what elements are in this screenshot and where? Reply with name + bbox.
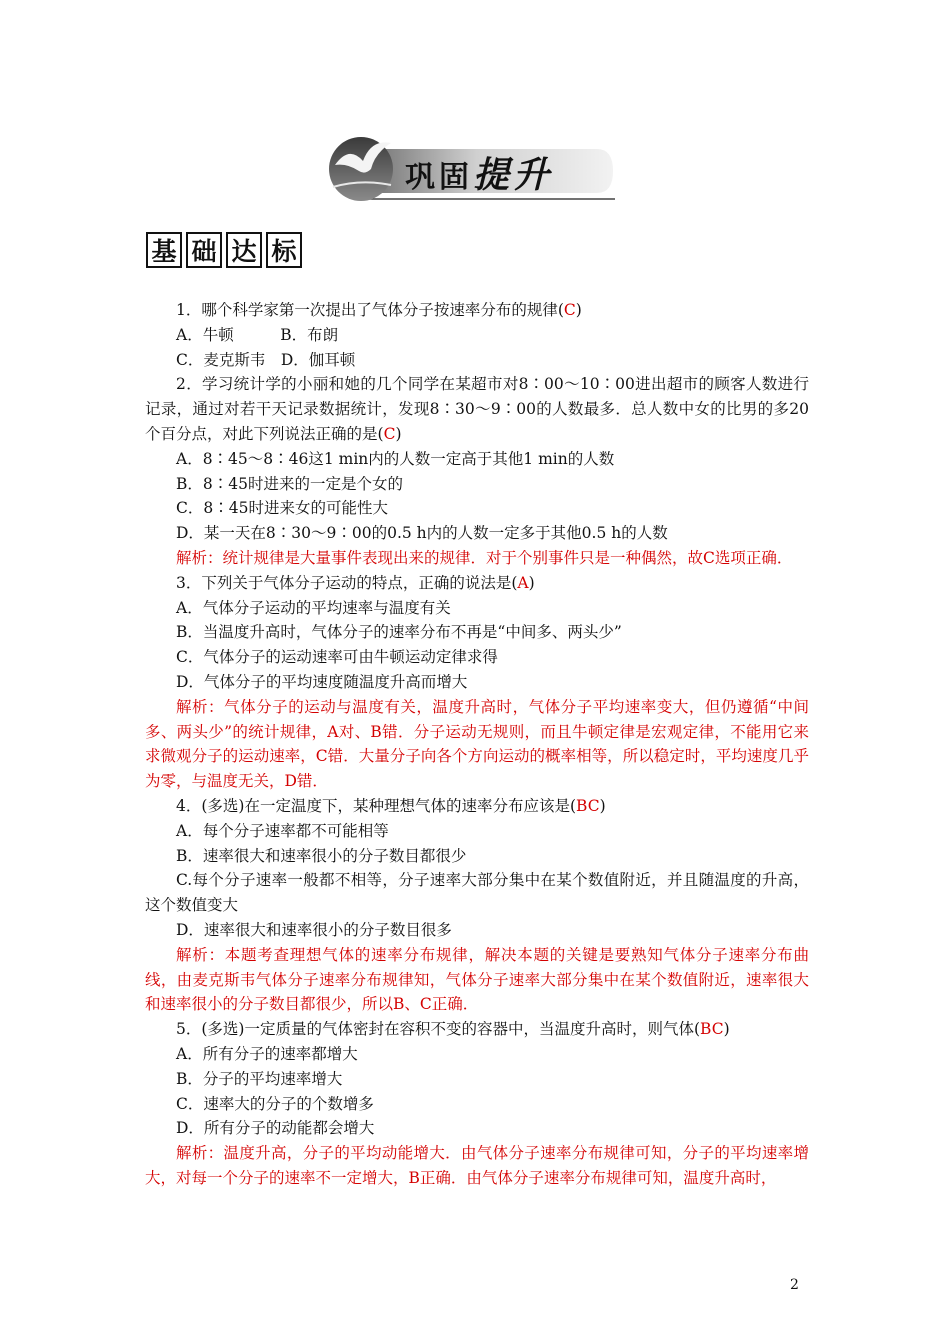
analysis: 解析：统计规律是大量事件表现出来的规律．对于个别事件只是一种偶然，故C选项正确．: [176, 548, 793, 567]
option-d: D．所有分子的动能都会增大: [176, 1119, 375, 1138]
option-d: D．速率很大和速率很小的分子数目很多: [176, 920, 452, 939]
option-b: B．速率很大和速率很小的分子数目都很少: [176, 846, 467, 865]
analysis: 解析：本题考查理想气体的速率分布规律，解决本题的关键是要熟知气体分子速率分布曲线，由麦克斯韦气体分子速率分布规律知，气体分子速率大部分集中在某个数值附近，速率很大和速率很小的分子数目都很少，所以B、C正确．: [145, 945, 809, 1014]
option-d: D．某一天在8∶30～9∶00的0.5 h内的人数一定多于其他0.5 h的人数: [176, 524, 668, 543]
banner-title: [405, 147, 553, 198]
section-banner: [325, 135, 615, 201]
option-b: B．当温度升高时，气体分子的速率分布不再是“中间多、两头少”: [176, 623, 622, 642]
answer: C: [563, 301, 576, 319]
option-c: C．气体分子的运动速率可由牛顿运动定律求得: [176, 648, 498, 667]
question-list: [145, 298, 809, 1191]
option-a: A．8∶45～8∶46这1 min内的人数一定高于其他1 min的人数: [176, 449, 615, 468]
option-a: A．所有分子的速率都增大: [176, 1044, 358, 1063]
question-1-stem: 1．哪个科学家第一次提出了气体分子按速率分布的规律(C): [176, 301, 582, 319]
section-title-char: 达: [226, 232, 262, 268]
section-title-char: 标: [266, 232, 302, 268]
analysis: 解析：气体分子的运动与温度有关，温度升高时，气体分子平均速率变大，但仍遵循“中间多、两头少”的统计规律，A对、B错．分子运动无规则，而且牛顿定律是宏观定律，不能用它来求微观分子的运动速率，C错．大量分子向各个方向运动的概率相等，所以稳定时，平均速度几乎为零，与温度无关，D错．: [145, 697, 809, 791]
option-b: B．8∶45时进来的一定是个女的: [176, 474, 403, 493]
page-number: 2: [790, 1277, 799, 1293]
option-c: C．速率大的分子的个数增多: [176, 1094, 374, 1113]
question-5-stem: 5．(多选)一定质量的气体密封在容积不变的容器中，当温度升高时，则气体(BC): [176, 1020, 730, 1039]
question-2-stem: 2．学习统计学的小丽和她的几个同学在某超市对8∶00～10∶00进出超市的顾客人数进行记录，通过对若干天记录数据统计，发现8∶30～9∶00的人数最多．总人数中女的比男的多20个百分点，对此下列说法正确的是(C): [145, 375, 809, 443]
option-b: B．分子的平均速率增大: [176, 1069, 343, 1088]
analysis: 解析：温度升高，分子的平均动能增大．由气体分子速率分布规律可知，分子的平均速率增大，对每一个分子的速率不一定增大，B正确．由气体分子速率分布规律可知，温度升高时，: [145, 1144, 809, 1187]
option-line: A．牛顿 B．布朗: [176, 325, 339, 344]
banner-title-part2: 提升: [473, 155, 554, 196]
section-title: [146, 232, 302, 268]
section-title-char: 基: [146, 232, 182, 268]
banner-title-part1: 巩固: [405, 160, 473, 195]
question-3-stem: 3．下列关于气体分子运动的特点，正确的说法是(A): [176, 573, 535, 592]
option-c: C．8∶45时进来女的可能性大: [176, 499, 388, 518]
option-line: C．麦克斯韦 D．伽耳顿: [176, 350, 356, 369]
question-4-stem: 4．(多选)在一定温度下，某种理想气体的速率分布应该是(BC): [176, 796, 606, 815]
option-a: A．每个分子速率都不可能相等: [176, 821, 389, 840]
answer: C: [383, 424, 396, 443]
option-d: D．气体分子的平均速度随温度升高而增大: [176, 672, 468, 691]
answer: BC: [700, 1020, 724, 1039]
answer: A: [517, 573, 529, 592]
answer: BC: [576, 796, 600, 815]
option-a: A．气体分子运动的平均速率与温度有关: [176, 598, 451, 617]
section-title-char: 础: [186, 232, 222, 268]
option-c: C.每个分子速率一般都不相等，分子速率大部分集中在某个数值附近，并且随温度的升高，这个数值变大: [145, 871, 809, 915]
